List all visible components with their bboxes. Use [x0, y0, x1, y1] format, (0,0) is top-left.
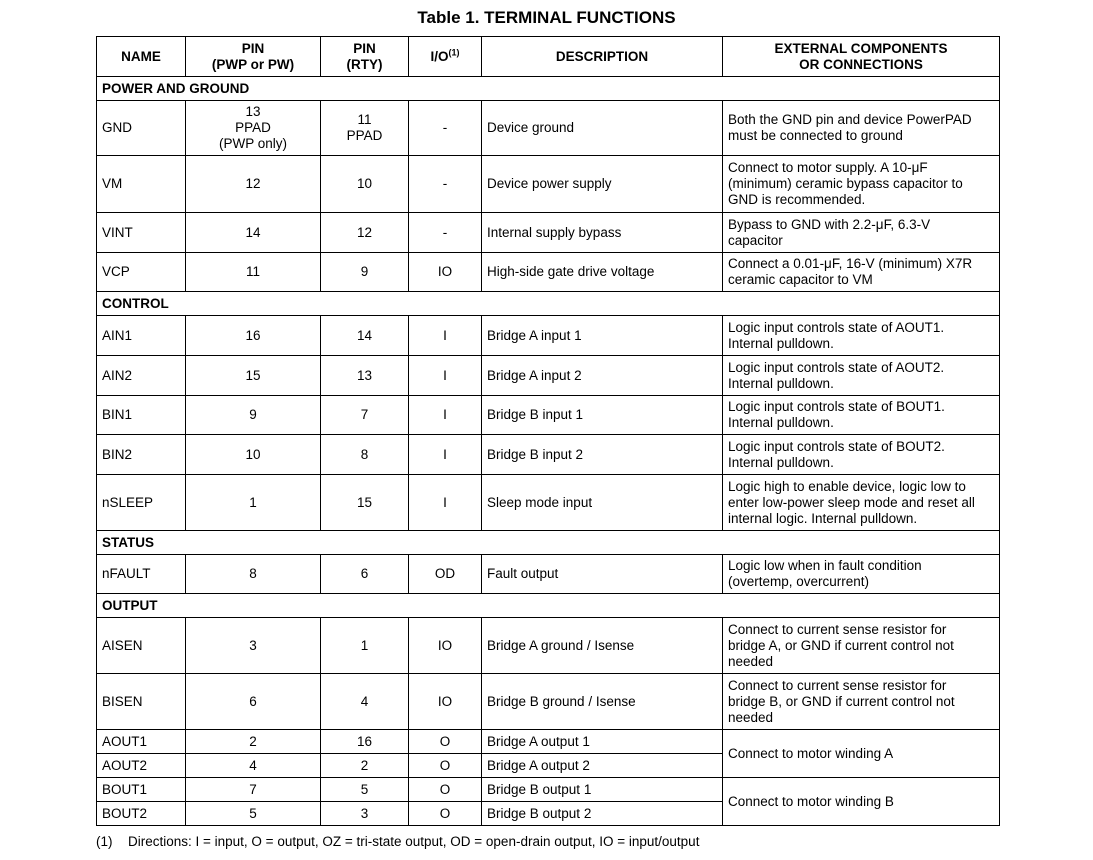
pin-description: Device ground — [482, 101, 723, 156]
table-row-bin2 — [97, 435, 1000, 475]
table-row-aout1 — [97, 730, 1000, 754]
pin-pwp: 16 — [186, 316, 321, 356]
pin-rty: 6 — [321, 555, 409, 594]
pin-external: Logic input controls state of AOUT2. Internal pulldown. — [723, 356, 1000, 396]
pin-pwp: 12 — [186, 156, 321, 213]
pin-external: Logic high to enable device, logic low to enter low-power sleep mode and reset all internal logic. Internal pulldown. — [723, 475, 1000, 531]
pin-rty: 5 — [321, 778, 409, 802]
pin-name: VM — [97, 156, 186, 213]
pin-io: O — [409, 802, 482, 826]
pin-description: High-side gate drive voltage — [482, 253, 723, 292]
header-pin-pwp: PIN (PWP or PW) — [186, 37, 321, 77]
pin-name: BIN1 — [97, 396, 186, 435]
table-row-bin1 — [97, 396, 1000, 435]
pin-description: Bridge B output 2 — [482, 802, 723, 826]
pin-rty: 7 — [321, 396, 409, 435]
pin-description: Internal supply bypass — [482, 213, 723, 253]
pin-description: Bridge A output 1 — [482, 730, 723, 754]
pin-description: Bridge A output 2 — [482, 754, 723, 778]
pin-rty: 2 — [321, 754, 409, 778]
section-control: CONTROL — [97, 292, 1000, 316]
footnote-ref: (1) — [448, 47, 460, 57]
pin-external: Connect to motor supply. A 10-μF (minimum) ceramic bypass capacitor to GND is recommended. — [723, 156, 1000, 213]
pin-description: Bridge B ground / Isense — [482, 674, 723, 730]
header-name: NAME — [97, 37, 186, 77]
pin-io: O — [409, 778, 482, 802]
pin-external: Connect to motor winding A — [723, 730, 1000, 778]
pin-description: Bridge A input 2 — [482, 356, 723, 396]
table-row-ain2 — [97, 356, 1000, 396]
table-row-nsleep — [97, 475, 1000, 531]
pin-name: AOUT2 — [97, 754, 186, 778]
pin-name: nSLEEP — [97, 475, 186, 531]
pin-name: AOUT1 — [97, 730, 186, 754]
pin-pwp: 8 — [186, 555, 321, 594]
pin-pwp: 7 — [186, 778, 321, 802]
pin-name: BOUT1 — [97, 778, 186, 802]
pin-rty: 13 — [321, 356, 409, 396]
pin-pwp: 4 — [186, 754, 321, 778]
pin-pwp: 11 — [186, 253, 321, 292]
pin-pwp: 10 — [186, 435, 321, 475]
pin-pwp: 5 — [186, 802, 321, 826]
table-row-vm — [97, 156, 1000, 213]
pin-external: Logic input controls state of BOUT2. Internal pulldown. — [723, 435, 1000, 475]
pin-description: Bridge B input 2 — [482, 435, 723, 475]
pin-external: Both the GND pin and device PowerPAD must be connected to ground — [723, 101, 1000, 156]
pin-pwp: 14 — [186, 213, 321, 253]
pin-pwp: 1 — [186, 475, 321, 531]
pin-rty: 8 — [321, 435, 409, 475]
section-row — [97, 77, 1000, 101]
pin-description: Bridge A ground / Isense — [482, 618, 723, 674]
pin-io: I — [409, 475, 482, 531]
pin-io: IO — [409, 618, 482, 674]
table-row-gnd — [97, 101, 1000, 156]
pin-pwp: 2 — [186, 730, 321, 754]
table-row-vcp — [97, 253, 1000, 292]
pin-rty: 4 — [321, 674, 409, 730]
pin-name: VCP — [97, 253, 186, 292]
pin-name: BIN2 — [97, 435, 186, 475]
pin-description: Bridge B input 1 — [482, 396, 723, 435]
section-row — [97, 531, 1000, 555]
pin-io: - — [409, 156, 482, 213]
table-row-nfault — [97, 555, 1000, 594]
pin-io: I — [409, 435, 482, 475]
pin-external: Logic low when in fault condition (overtemp, overcurrent) — [723, 555, 1000, 594]
pin-rty: 3 — [321, 802, 409, 826]
pin-rty: 16 — [321, 730, 409, 754]
pin-io: O — [409, 730, 482, 754]
section-power-and-ground: POWER AND GROUND — [97, 77, 1000, 101]
pin-name: BOUT2 — [97, 802, 186, 826]
pin-io: O — [409, 754, 482, 778]
pin-io: I — [409, 396, 482, 435]
pin-io: I — [409, 356, 482, 396]
header-external: EXTERNAL COMPONENTS OR CONNECTIONS — [723, 37, 1000, 77]
pin-rty: 9 — [321, 253, 409, 292]
pin-rty: 15 — [321, 475, 409, 531]
pin-external: Logic input controls state of AOUT1. Internal pulldown. — [723, 316, 1000, 356]
pin-rty: 1 — [321, 618, 409, 674]
pin-io: I — [409, 316, 482, 356]
footnote — [96, 834, 699, 849]
header-description: DESCRIPTION — [482, 37, 723, 77]
pin-description: Fault output — [482, 555, 723, 594]
pin-name: BISEN — [97, 674, 186, 730]
header-pin-rty: PIN (RTY) — [321, 37, 409, 77]
header-row — [97, 37, 1000, 77]
pin-name: AIN1 — [97, 316, 186, 356]
table-row-bout1 — [97, 778, 1000, 802]
pin-description: Device power supply — [482, 156, 723, 213]
section-row — [97, 594, 1000, 618]
header-io: $I/O^{(1)}$ — [409, 37, 482, 77]
table-row-bisen — [97, 674, 1000, 730]
pin-name: nFAULT — [97, 555, 186, 594]
table-row-aisen — [97, 618, 1000, 674]
pin-description: Bridge B output 1 — [482, 778, 723, 802]
table-title: Table 1. TERMINAL FUNCTIONS — [417, 8, 676, 27]
pin-io: OD — [409, 555, 482, 594]
pin-external: Connect to current sense resistor for bridge A, or GND if current control not needed — [723, 618, 1000, 674]
pin-pwp: 9 — [186, 396, 321, 435]
pin-rty: 14 — [321, 316, 409, 356]
pin-description: Bridge A input 1 — [482, 316, 723, 356]
section-output: OUTPUT — [97, 594, 1000, 618]
pin-io: - — [409, 213, 482, 253]
pin-pwp: 13 PPAD (PWP only) — [186, 101, 321, 156]
pin-rty: 12 — [321, 213, 409, 253]
pin-external: Logic input controls state of BOUT1. Internal pulldown. — [723, 396, 1000, 435]
pin-name: AISEN — [97, 618, 186, 674]
table-row-ain1 — [97, 316, 1000, 356]
pin-io: - — [409, 101, 482, 156]
section-row — [97, 292, 1000, 316]
pin-external: Bypass to GND with 2.2-μF, 6.3-V capacitor — [723, 213, 1000, 253]
pin-pwp: 3 — [186, 618, 321, 674]
pin-rty: 10 — [321, 156, 409, 213]
pin-pwp: 15 — [186, 356, 321, 396]
table-row-vint — [97, 213, 1000, 253]
pin-external: Connect to motor winding B — [723, 778, 1000, 826]
footnote-text: Directions: I = input, O = output, OZ = tri-state output, OD = open-drain output, IO = input/output — [128, 834, 700, 849]
pin-name: VINT — [97, 213, 186, 253]
section-status: STATUS — [97, 531, 1000, 555]
pin-external: Connect to current sense resistor for bridge B, or GND if current control not needed — [723, 674, 1000, 730]
pin-pwp: 6 — [186, 674, 321, 730]
terminal-functions-table — [96, 36, 1000, 826]
pin-io: IO — [409, 674, 482, 730]
pin-name: GND — [97, 101, 186, 156]
pin-name: AIN2 — [97, 356, 186, 396]
pin-description: Sleep mode input — [482, 475, 723, 531]
footnote-number: (1) — [96, 834, 113, 849]
pin-external: Connect a 0.01-μF, 16-V (minimum) X7R ceramic capacitor to VM — [723, 253, 1000, 292]
pin-io: IO — [409, 253, 482, 292]
pin-rty: 11 PPAD — [321, 101, 409, 156]
